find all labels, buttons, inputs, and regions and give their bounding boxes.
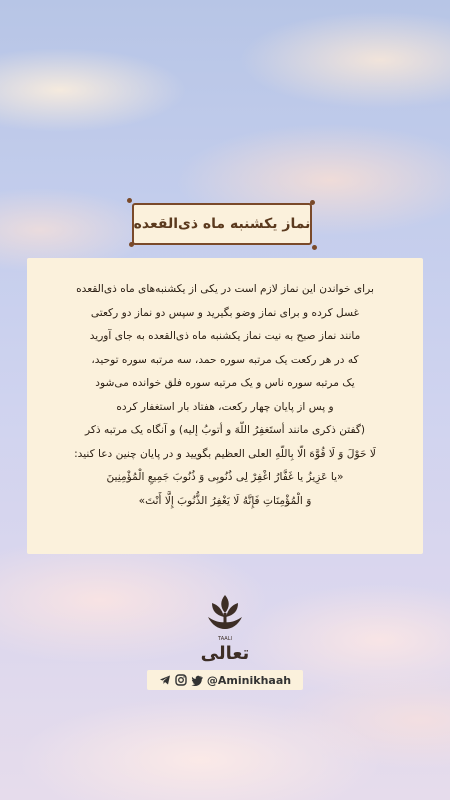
body-line: و پس از پایان چهار رکعت، هفتاد بار استغفار کرده: [116, 400, 334, 413]
logo-small-text: TAALI: [218, 636, 232, 642]
social-handle: @Aminikhaah: [206, 673, 292, 687]
title-box: [132, 203, 312, 245]
body-line: مانند نماز صبح به نیت نماز یکشنبه ماه ذی‌القعده به جای آورید: [89, 330, 361, 342]
title-corner-dot: [129, 242, 134, 247]
body-text: [37, 278, 413, 513]
content-card: [27, 258, 423, 554]
title-corner-dot: [310, 200, 315, 205]
body-line: یک مرتبه سوره ناس و یک مرتبه سوره فلق خوانده می‌شود: [95, 377, 355, 389]
logo-text: تعالی: [200, 643, 250, 664]
body-line: وَ الْمُؤْمِنَاتِ فَإِنَّهُ لَا یَغْفِرُ الذُّنُوبَ إِلَّا أَنْتَ»: [138, 494, 312, 507]
instagram-icon: [175, 674, 187, 686]
body-line: برای خواندن این نماز لازم است در یکی از یکشنبه‌های ماه ذی‌القعده: [76, 283, 374, 295]
social-handle-bar: [147, 670, 303, 690]
page-title: نماز یکشنبه ماه ذی‌القعده: [133, 216, 311, 232]
body-line: «یا عَزِیزُ یا غَفَّارُ اغْفِرْ لِی ذُنُوبِی وَ ذُنُوبَ جَمِیعِ الْمُؤْمِنِینَ: [106, 471, 344, 483]
flower-emblem-icon: [198, 593, 252, 665]
body-line: لَا حَوْلَ وَ لَا قُوَّهَ الّا بِاللّهِ العلی العظیم بگویید و در پایان چنین دعا کنید:: [74, 447, 376, 460]
brand-logo: [198, 593, 252, 665]
twitter-icon: [191, 674, 203, 686]
telegram-icon: [159, 674, 171, 686]
body-line: که در هر رکعت یک مرتبه سوره حمد، سه مرتبه سوره توحید،: [91, 353, 359, 366]
body-line: غسل کرده و برای نماز وضو بگیرید و سپس دو نماز دو رکعتی: [90, 306, 360, 319]
body-line: (گفتن ذکری مانند أستَغفِرُ اللّهَ و أتوبُ إلیه) و آنگاه یک مرتبه ذکر: [84, 424, 366, 436]
